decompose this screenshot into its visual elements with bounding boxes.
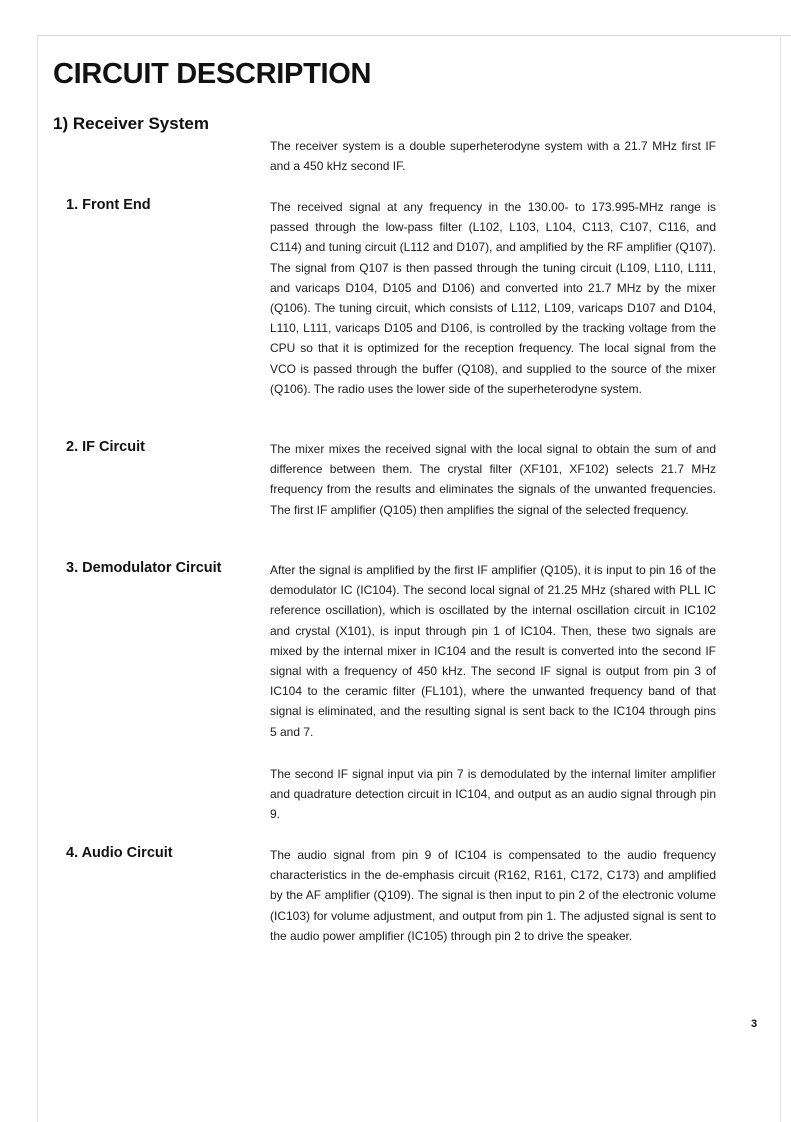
demodulator-circuit-text-2: The second IF signal input via pin 7 is demodulated by the internal limiter amplifier and quadrature detection circuit in IC104, and output as an audio signal through pin 9. bbox=[270, 767, 716, 822]
demodulator-circuit-text: After the signal is amplified by the first IF amplifier (Q105), it is input to pin 16 of the demodulator IC (IC104). The second local signal of 21.25 MHz (shared with PLL IC reference oscillation), which is oscillated by the internal oscillation circuit in IC102 and crystal (X101), is input through pin 1 of IC104. Then, these two signals are mixed by the internal mixer in IC104 and the result is converted into the second IF signal with a frequency of 450 kHz. The second IF signal is output from pin 3 of IC104 to the ceramic filter (FL101), where the unwanted frequency band of that signal is eliminated, and the resulting signal is sent back to the IC104 through pins 5 and 7. bbox=[270, 563, 716, 739]
page-edge-right bbox=[780, 35, 781, 1122]
front-end-text: The received signal at any frequency in the 130.00- to 173.995-MHz range is passed through the low-pass filter (L102, L103, L104, C113, C107, C116, and C114) and tuning circuit (L112 and D107), and amplified by the RF amplifier (Q107). The signal from Q107 is then passed through the tuning circuit (L109, L110, L111, and varicaps D104, D105 and D106) and converted into 21.7 MHz by the mixer (Q106). The tuning circuit, which consists of L112, L109, varicaps D107 and D104, L110, L111, varicaps D105 and D106, is controlled by the tracking voltage from the CPU so that it is optimized for the reception frequency. The local signal from the VCO is passed through the buffer (Q108), and supplied to the source of the mixer (Q106). The radio uses the lower side of the superheterodyne system. bbox=[270, 200, 716, 396]
demodulator-circuit-heading: 3. Demodulator Circuit bbox=[66, 560, 222, 576]
receiver-system-intro: The receiver system is a double superheterodyne system with a 21.7 MHz first IF and a 450 kHz second IF. bbox=[270, 139, 716, 174]
front-end-heading: 1. Front End bbox=[66, 197, 151, 213]
page-number: 3 bbox=[751, 1018, 758, 1030]
if-circuit-heading: 2. IF Circuit bbox=[66, 439, 145, 455]
page-edge-left bbox=[37, 35, 38, 1122]
page-edge-top bbox=[37, 35, 791, 36]
receiver-system-heading: 1) Receiver System bbox=[53, 114, 209, 133]
audio-circuit-heading: 4. Audio Circuit bbox=[66, 845, 173, 861]
if-circuit-text: The mixer mixes the received signal with the local signal to obtain the sum of and difference between them. The crystal filter (XF101, XF102) selects 21.7 MHz frequency from the results and eliminates the signals of the unwanted frequencies. The first IF amplifier (Q105) then amplifies the signal of the selected frequency. bbox=[270, 442, 716, 517]
page-title: CIRCUIT DESCRIPTION bbox=[53, 58, 372, 90]
audio-circuit-text: The audio signal from pin 9 of IC104 is compensated to the audio frequency characteristics in the de-emphasis circuit (R162, R161, C172, C173) and amplified by the AF amplifier (Q109). The signal is then input to pin 2 of the electronic volume (IC103) for volume adjustment, and output from pin 1. The adjusted signal is sent to the audio power amplifier (IC105) through pin 2 to drive the speaker. bbox=[270, 848, 716, 943]
